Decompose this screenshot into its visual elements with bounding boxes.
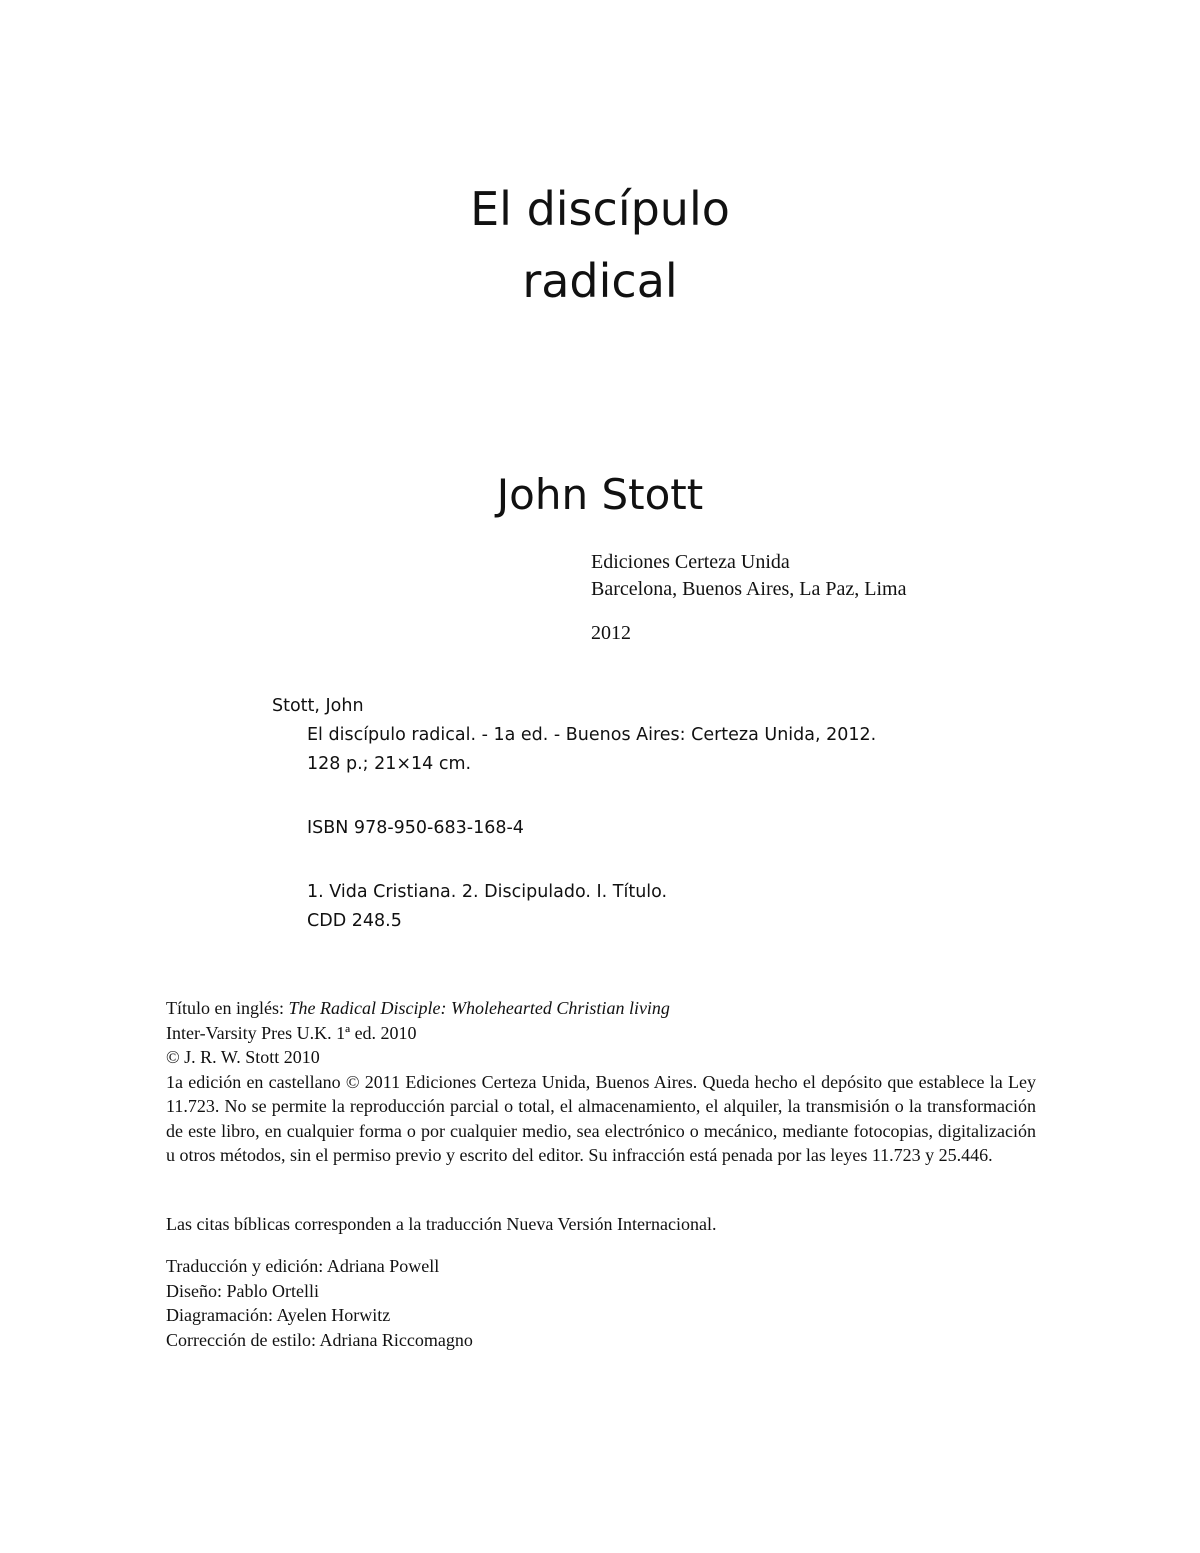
original-title-label: Título en inglés:	[166, 998, 289, 1018]
catalog-physical-description: 128 p.; 21×14 cm.	[307, 754, 472, 774]
original-title: The Radical Disciple: Wholehearted Christian living	[288, 998, 670, 1018]
original-publisher: Inter-Varsity Pres U.K. 1ª ed. 2010	[166, 1022, 417, 1043]
catalog-isbn: ISBN 978-950-683-168-4	[307, 818, 524, 838]
book-author: John Stott	[496, 470, 704, 519]
proofreading-credit: Corrección de estilo: Adriana Riccomagno	[166, 1329, 473, 1350]
copyright-notice: 1a edición en castellano © 2011 Ediciones Certeza Unida, Buenos Aires. Queda hecho el depósito que establece la Ley 11.723. No se permite la reproducción parcial o total, el almacenamiento, el alquiler, la transmisión o la transformación de este libro, en cualquier forma o por cualquier medio, sea electrónico o mecánico, mediante fotocopias, digitalización u otros métodos, sin el permiso previo y escrito del editor. Su infracción está penada por las leyes 11.723 y 25.446.	[166, 1071, 1036, 1165]
design-credit: Diseño: Pablo Ortelli	[166, 1280, 319, 1301]
translation-credit: Traducción y edición: Adriana Powell	[166, 1256, 440, 1276]
copyright-original: © J. R. W. Stott 2010	[166, 1047, 320, 1067]
original-title-line	[166, 996, 1036, 1021]
staff-credits-block	[166, 1254, 1036, 1352]
layout-credit: Diagramación: Ayelen Horwitz	[166, 1305, 391, 1325]
publisher-cities: Barcelona, Buenos Aires, La Paz, Lima	[591, 578, 907, 600]
catalog-subjects: 1. Vida Cristiana. 2. Discipulado. I. Título.	[307, 882, 668, 902]
catalog-edition-line: El discípulo radical. - 1a ed. - Buenos Aires: Certeza Unida, 2012.	[307, 725, 877, 745]
publication-year: 2012	[591, 622, 631, 644]
copyright-block	[166, 996, 1036, 1168]
bible-version-note: Las citas bíblicas corresponden a la traducción Nueva Versión Internacional.	[166, 1214, 717, 1234]
catalog-author: Stott, John	[272, 696, 364, 716]
publisher-name: Ediciones Certeza Unida	[591, 551, 790, 573]
book-title-line-1: El discípulo	[470, 182, 730, 236]
bible-note-block	[166, 1212, 1036, 1237]
catalog-cdd: CDD 248.5	[307, 911, 402, 931]
book-title-line-2: radical	[522, 254, 678, 308]
